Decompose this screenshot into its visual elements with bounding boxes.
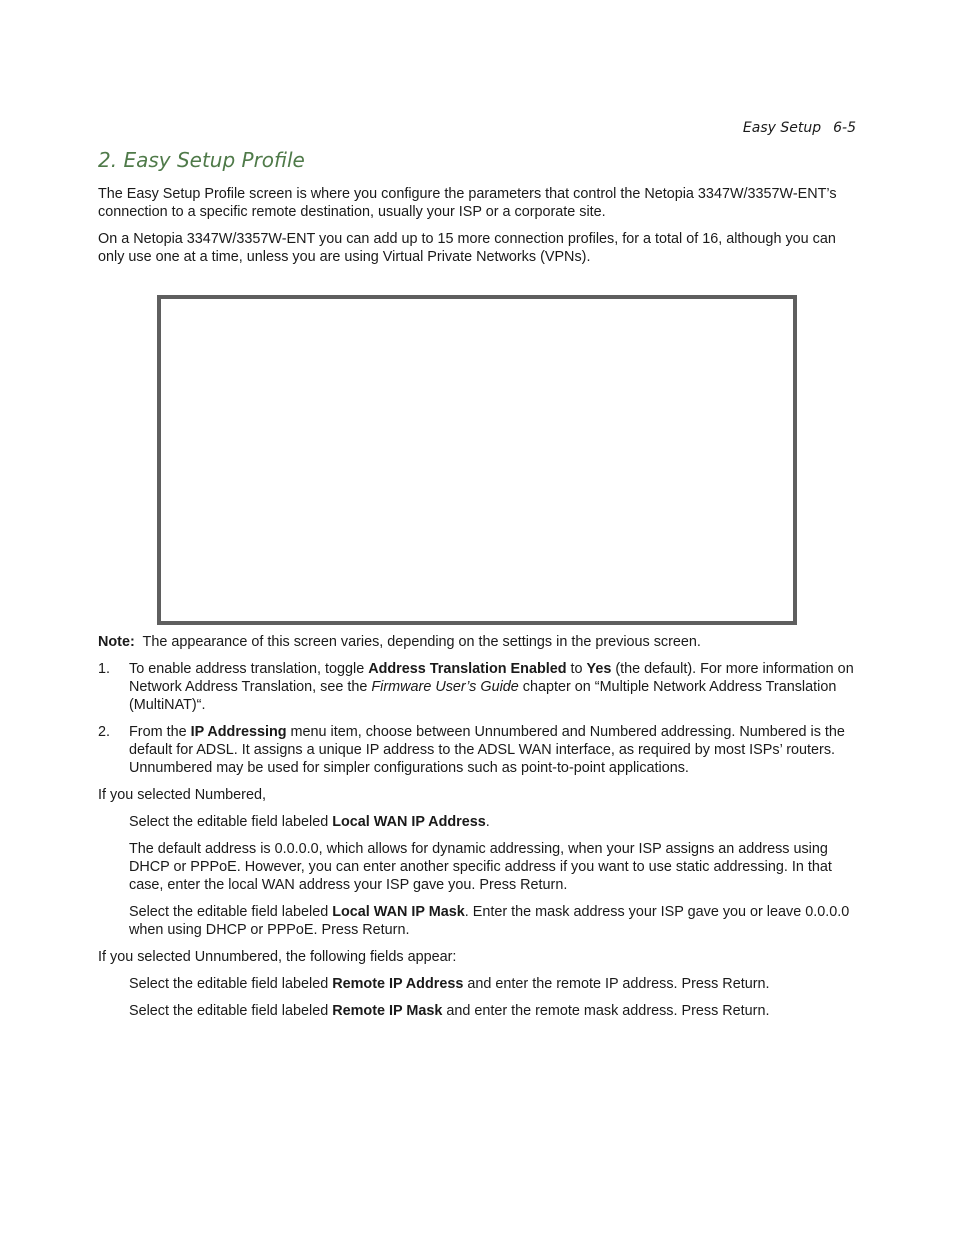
numbered-instructions	[98, 813, 854, 939]
field-name: Local WAN IP Address	[332, 814, 486, 830]
screenshot-placeholder-frame	[157, 295, 797, 625]
step-text: chapter on “Multiple Network Address Translation (MultiNAT)“.	[129, 679, 837, 713]
step-number: 2.	[98, 724, 111, 740]
step-text: menu item, choose between Unnumbered and Numbered addressing. Numbered is the default for ADSL. It assigns a unique IP address to the ADSL WAN interface, as required by most ISPs’ routers. Unnumbered may be used for simpler configurations such as point-to-point applications.	[129, 724, 845, 776]
unnumbered-instructions	[98, 975, 854, 1020]
unnumbered-lead: If you selected Unnumbered, the following fields appear:	[98, 949, 457, 965]
step-number: 1.	[98, 661, 111, 677]
step-italic-title: Firmware User’s Guide	[371, 679, 519, 695]
step-text: To enable address translation, toggle	[129, 661, 369, 677]
section-title: 2. Easy Setup Profile	[98, 148, 305, 172]
paragraph-text: and enter the remote mask address. Press Return.	[442, 1003, 770, 1019]
list-item	[98, 660, 854, 714]
step-text: to	[566, 661, 587, 677]
step-bold-term: Yes	[586, 661, 612, 677]
step-bold-term: Address Translation Enabled	[368, 661, 567, 677]
list-item	[98, 723, 854, 777]
step-bold-term: IP Addressing	[190, 724, 287, 740]
note-label: Note:	[98, 634, 135, 650]
step-text: (the default). For more information on Network Address Translation, see the	[129, 661, 854, 695]
page-content	[98, 146, 854, 1029]
numbered-paragraph-1	[129, 813, 854, 831]
paragraph-text: Select the editable field labeled	[129, 814, 333, 830]
paragraph-text: Select the editable field labeled	[129, 976, 333, 992]
paragraph-text: and enter the remote IP address. Press Return.	[463, 976, 770, 992]
numbered-lead: If you selected Numbered,	[98, 787, 266, 803]
header-page-number: 6-5	[833, 120, 856, 136]
numbered-paragraph-2: The default address is 0.0.0.0, which allows for dynamic addressing, when your ISP assigns an address using DHCP or PPPoE. However, you can enter another specific address if you want to use static addressing. In that case, enter the local WAN address your ISP gave you. Press Return.	[129, 841, 832, 893]
numbered-paragraph-3	[129, 903, 854, 939]
note-paragraph	[98, 633, 854, 651]
header-chapter: Easy Setup	[742, 120, 822, 136]
unnumbered-paragraph-1	[129, 975, 854, 993]
paragraph-text: Select the editable field labeled	[129, 1003, 333, 1019]
note-text: The appearance of this screen varies, depending on the settings in the previous screen.	[142, 634, 701, 650]
steps-list	[98, 660, 854, 777]
field-name: Remote IP Mask	[332, 1003, 443, 1019]
paragraph-text: .	[485, 814, 490, 830]
paragraph-text: . Enter the mask address your ISP gave you or leave 0.0.0.0 when using DHCP or PPPoE. Press Return.	[129, 904, 850, 938]
step-text: From the	[129, 724, 191, 740]
field-name: Local WAN IP Mask	[332, 904, 465, 920]
unnumbered-paragraph-2	[129, 1002, 854, 1020]
field-name: Remote IP Address	[332, 976, 464, 992]
paragraph-text: Select the editable field labeled	[129, 904, 333, 920]
running-header	[743, 120, 856, 136]
intro-paragraph-1: The Easy Setup Profile screen is where you configure the parameters that control the Netopia 3347W/3357W-ENT’s connection to a specific remote destination, usually your ISP or a corporate site.	[98, 186, 837, 220]
intro-paragraph-2: On a Netopia 3347W/3357W-ENT you can add up to 15 more connection profiles, for a total of 16, although you can only use one at a time, unless you are using Virtual Private Networks (VPNs).	[98, 231, 836, 265]
